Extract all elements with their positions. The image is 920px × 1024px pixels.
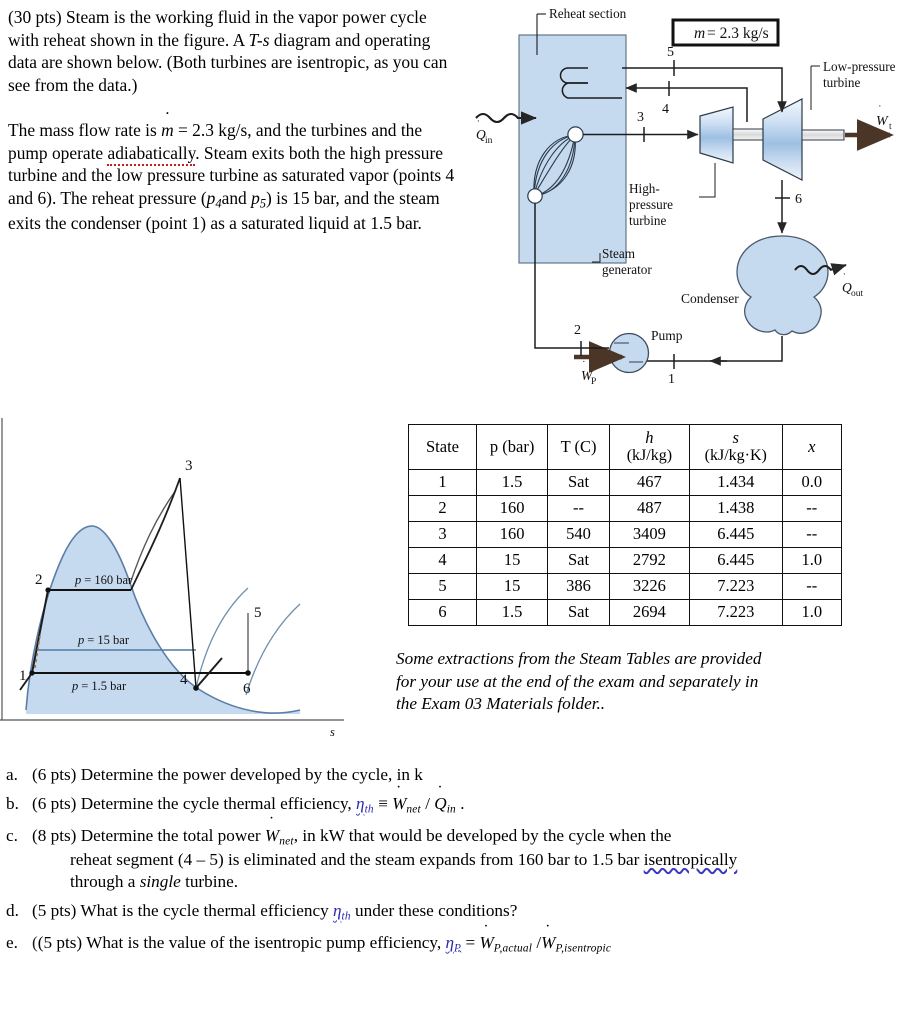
cell-pressure: 15 bbox=[476, 548, 547, 574]
question-c-pre: (8 pts) Determine the total power bbox=[32, 825, 265, 845]
w-turbine-label: W bbox=[876, 114, 888, 129]
note-line-1: Some extractions from the Steam Tables are provided bbox=[396, 649, 762, 668]
p5-symbol: p bbox=[251, 187, 260, 208]
mass-flow-box-symbol: m bbox=[694, 25, 706, 42]
question-item-a bbox=[0, 764, 920, 786]
question-c-line2-pre: reheat segment (4 – 5) is eliminated and the steam expands from 160 bar to 1.5 bar bbox=[70, 849, 644, 869]
ts-state-label-1: 1 bbox=[19, 668, 27, 684]
q-in-symbol-b: ˙ Q bbox=[434, 793, 446, 815]
cell-quality: 1.0 bbox=[782, 548, 841, 574]
condenser-body bbox=[737, 236, 828, 335]
table-row bbox=[409, 470, 842, 496]
question-c-mid: , in kW that would be developed by the cycle when the bbox=[293, 825, 672, 845]
problem-p2-seg5: ) is 15 bar, and the steam exits the condenser (point 1) as a saturated liquid at 1.5 bar. bbox=[8, 187, 440, 233]
question-label-d: d. bbox=[6, 901, 19, 921]
ts-diagram-figure bbox=[0, 418, 352, 740]
question-text-e bbox=[32, 932, 920, 956]
w-net-subscript-b: net bbox=[406, 803, 421, 816]
problem-p1-seg1: (30 pts) Steam is the working fluid in the vapor power cycle with reheat shown in the figure. A bbox=[8, 7, 427, 50]
q-in-subscript-b: in bbox=[446, 803, 456, 816]
p160-symbol: p bbox=[75, 573, 82, 587]
eta-thermal-symbol-b: ηth bbox=[356, 794, 374, 816]
table-row bbox=[409, 496, 842, 522]
cell-quality: -- bbox=[782, 522, 841, 548]
q-out-dot: ˙ bbox=[842, 271, 847, 284]
cell-enthalpy: 487 bbox=[609, 496, 689, 522]
question-label-c: c. bbox=[6, 825, 18, 845]
hp-turbine-label-line1: High- bbox=[629, 181, 660, 196]
cell-temperature: Sat bbox=[548, 548, 610, 574]
cycle-schematic-figure bbox=[462, 0, 920, 400]
equals-sign-e: = bbox=[465, 932, 476, 952]
mass-flow-rate-box bbox=[673, 16, 778, 45]
boiler-drum-upper bbox=[568, 127, 583, 142]
spellcheck-adiabatically: adiabatically bbox=[107, 143, 195, 166]
reheat-section-label: Reheat section bbox=[549, 6, 627, 21]
question-label-e: e. bbox=[6, 932, 18, 952]
state-marker-6 bbox=[245, 670, 251, 676]
cell-enthalpy: 467 bbox=[609, 470, 689, 496]
hp-turbine-label-line3: turbine bbox=[629, 213, 667, 228]
problem-p2-seg4: and bbox=[221, 187, 252, 208]
question-c-line3-post: turbine. bbox=[180, 872, 239, 892]
slash-b: / bbox=[425, 794, 430, 814]
steam-generator-label-line1: Steam bbox=[602, 246, 635, 261]
hp-turbine-label-line2: pressure bbox=[629, 197, 673, 212]
cell-enthalpy: 2694 bbox=[609, 600, 689, 626]
eta-thermal-symbol-d: ηth bbox=[332, 901, 351, 923]
ts-state-label-3: 3 bbox=[185, 458, 193, 474]
slash-e: / bbox=[536, 932, 542, 952]
mass-flow-rate-symbol: ˙ m bbox=[161, 119, 174, 142]
state-table-container bbox=[408, 424, 842, 626]
cell-temperature: Sat bbox=[548, 600, 610, 626]
problem-statement bbox=[8, 6, 460, 234]
eta-pump-symbol-e: ηP bbox=[445, 932, 462, 954]
cell-quality: 1.0 bbox=[782, 600, 841, 626]
equiv-sign-b: ≡ bbox=[378, 794, 388, 814]
w-pump-isentropic-symbol: ˙ W bbox=[541, 932, 555, 954]
p160-rest: = 160 bar bbox=[84, 573, 133, 587]
question-d-pre: (5 pts) What is the cycle thermal efficiency bbox=[32, 901, 333, 921]
condenser-label: Condenser bbox=[681, 291, 739, 306]
cell-quality: -- bbox=[782, 496, 841, 522]
state-marker-1 bbox=[29, 670, 34, 675]
q-in-label: Q bbox=[476, 127, 486, 142]
w-turbine-dot: ˙ bbox=[878, 103, 882, 116]
cell-quality: -- bbox=[782, 574, 841, 600]
state-point-6-label: 6 bbox=[795, 192, 802, 207]
cell-state: 5 bbox=[409, 574, 477, 600]
table-row bbox=[409, 574, 842, 600]
w-net-symbol-b: ˙ W bbox=[392, 793, 406, 815]
question-c-line3 bbox=[32, 871, 912, 893]
problem-paragraph-2 bbox=[8, 119, 460, 235]
question-list bbox=[0, 764, 920, 963]
table-row bbox=[409, 548, 842, 574]
header-enthalpy: h (kJ/kg) bbox=[609, 425, 689, 470]
header-state: State bbox=[409, 425, 477, 470]
cell-quality: 0.0 bbox=[782, 470, 841, 496]
state-marker-2 bbox=[45, 587, 50, 592]
cell-pressure: 1.5 bbox=[476, 470, 547, 496]
w-net-subscript-c: net bbox=[279, 834, 294, 847]
cell-state: 6 bbox=[409, 600, 477, 626]
cell-state: 1 bbox=[409, 470, 477, 496]
question-c-line2 bbox=[32, 849, 912, 871]
header-pressure: p (bar) bbox=[476, 425, 547, 470]
cell-entropy: 6.445 bbox=[689, 548, 782, 574]
p4-symbol: p bbox=[206, 187, 216, 208]
q-out-label: Q bbox=[842, 280, 852, 295]
table-row bbox=[409, 600, 842, 626]
turbine-shaft-mid bbox=[733, 129, 763, 140]
note-line-2: for your use at the end of the exam and separately in bbox=[396, 671, 759, 691]
ts-state-label-2: 2 bbox=[35, 572, 43, 588]
w-pump-label: W bbox=[581, 368, 593, 383]
problem-p1-seg2: diagram and operating data are shown below. (Both turbines are isentropic, as you can see from the data.) bbox=[8, 29, 448, 96]
state-properties-table bbox=[408, 424, 842, 626]
question-e-pre: (5 pts) What is the value of the isentropic pump efficiency, bbox=[37, 932, 446, 952]
boiler-drum-lower bbox=[528, 189, 542, 203]
table-row bbox=[409, 522, 842, 548]
cell-temperature: Sat bbox=[548, 470, 610, 496]
lp-turbine-label-line1: Low-pressure bbox=[823, 59, 896, 74]
pump-label: Pump bbox=[651, 328, 683, 343]
steam-tables-note bbox=[396, 648, 876, 716]
w-turbine-subscript: t bbox=[889, 122, 892, 132]
cell-entropy: 7.223 bbox=[689, 574, 782, 600]
question-item-c bbox=[0, 825, 920, 894]
header-temperature: T (C) bbox=[548, 425, 610, 470]
question-c-line3-pre: through a bbox=[70, 872, 140, 892]
cell-entropy: 1.434 bbox=[689, 470, 782, 496]
cell-entropy: 1.438 bbox=[689, 496, 782, 522]
note-line-3: the Exam 03 Materials folder.. bbox=[396, 694, 606, 714]
question-text-a: (6 pts) Determine the power developed by the cycle, in k bbox=[32, 765, 423, 784]
question-label-b: b. bbox=[6, 794, 19, 814]
question-label-a: a. bbox=[6, 765, 18, 784]
q-in-dot: ˙ bbox=[476, 118, 481, 131]
problem-p2-seg2: = 2.3 kg/s, and the turbines and the pump operate bbox=[8, 119, 423, 163]
mass-flow-box-value: = 2.3 kg/s bbox=[707, 25, 769, 42]
cell-state: 3 bbox=[409, 522, 477, 548]
ts-state-label-6: 6 bbox=[243, 681, 251, 697]
p5-subscript: 5 bbox=[259, 196, 267, 211]
state-point-5-label: 5 bbox=[667, 45, 674, 60]
header-quality: x bbox=[782, 425, 841, 470]
p1p5-rest: = 1.5 bar bbox=[81, 679, 127, 693]
flow-line-5 bbox=[622, 60, 782, 112]
steam-generator-label-line2: generator bbox=[602, 262, 652, 277]
cell-enthalpy: 3226 bbox=[609, 574, 689, 600]
cell-enthalpy: 3409 bbox=[609, 522, 689, 548]
cell-pressure: 160 bbox=[476, 496, 547, 522]
p15-rest: = 15 bar bbox=[87, 633, 130, 647]
question-text-b bbox=[32, 793, 920, 817]
problem-p1-italic-T: T- bbox=[248, 29, 263, 50]
flow-line-6 bbox=[775, 180, 790, 233]
state-point-2-label: 2 bbox=[574, 323, 581, 338]
hp-turbine-leader bbox=[699, 163, 715, 197]
problem-p2-seg1: The mass flow rate is bbox=[8, 119, 162, 140]
question-b-post: . bbox=[460, 794, 465, 814]
p15-symbol: p bbox=[78, 633, 85, 647]
cell-enthalpy: 2792 bbox=[609, 548, 689, 574]
state-point-4-label: 4 bbox=[662, 102, 669, 117]
stray-bracket-mark: ( bbox=[32, 932, 38, 952]
w-pump-subscript: P bbox=[591, 377, 597, 387]
process-line-3-4-expansion bbox=[180, 478, 196, 688]
question-item-e bbox=[0, 932, 920, 956]
cell-temperature: -- bbox=[548, 496, 610, 522]
question-text-c bbox=[32, 825, 920, 894]
question-c-emphasis-single: single bbox=[139, 872, 181, 892]
header-entropy: s (kJ/kg·K) bbox=[689, 425, 782, 470]
question-b-pre: (6 pts) Determine the cycle thermal efficiency, bbox=[32, 794, 357, 814]
state-point-1-label: 1 bbox=[668, 372, 675, 387]
cell-state: 4 bbox=[409, 548, 477, 574]
w-pump-dot: ˙ bbox=[582, 359, 586, 371]
question-text-d bbox=[32, 900, 920, 924]
mass-flow-box-dot: ˙ bbox=[692, 16, 696, 30]
w-pump-actual-subscript: P,actual bbox=[493, 941, 533, 954]
w-net-symbol-c: ˙ W bbox=[265, 825, 279, 847]
question-item-d bbox=[0, 900, 920, 924]
state-marker-4 bbox=[193, 685, 199, 691]
w-pump-isentropic-subscript: P,isentropic bbox=[555, 941, 612, 954]
problem-paragraph-1 bbox=[8, 6, 460, 97]
cell-pressure: 160 bbox=[476, 522, 547, 548]
q-in-subscript: in bbox=[485, 136, 493, 146]
p1p5-symbol: p bbox=[72, 679, 79, 693]
ts-state-label-4: 4 bbox=[180, 672, 188, 688]
cell-temperature: 540 bbox=[548, 522, 610, 548]
pump-body bbox=[610, 334, 649, 373]
cell-pressure: 15 bbox=[476, 574, 547, 600]
problem-p2-seg3: . Steam exits both the high pressure turbine and the low pressure turbine as saturated vapor (points 4 and 6). The reheat pressure ( bbox=[8, 142, 455, 208]
lp-turbine-leader bbox=[811, 66, 820, 110]
high-pressure-turbine bbox=[700, 107, 733, 163]
cell-state: 2 bbox=[409, 496, 477, 522]
p4-subscript: 4 bbox=[215, 196, 222, 211]
q-out-subscript: out bbox=[851, 289, 864, 299]
question-d-post: under these conditions? bbox=[350, 901, 518, 921]
cell-pressure: 1.5 bbox=[476, 600, 547, 626]
question-item-b bbox=[0, 793, 920, 817]
ts-state-label-5: 5 bbox=[254, 605, 262, 621]
cell-entropy: 6.445 bbox=[689, 522, 782, 548]
ts-axis-label-s: s bbox=[330, 725, 335, 739]
problem-p1-italic-s: s bbox=[262, 29, 270, 50]
spellcheck-isentropically: isentropically bbox=[643, 849, 738, 869]
state-point-3-label: 3 bbox=[637, 110, 644, 125]
lp-turbine-label-line2: turbine bbox=[823, 75, 861, 90]
turbine-output-shaft bbox=[802, 130, 844, 140]
table-header-row bbox=[409, 425, 842, 470]
cell-entropy: 7.223 bbox=[689, 600, 782, 626]
cell-temperature: 386 bbox=[548, 574, 610, 600]
w-pump-actual-symbol: ˙ W bbox=[479, 932, 493, 954]
